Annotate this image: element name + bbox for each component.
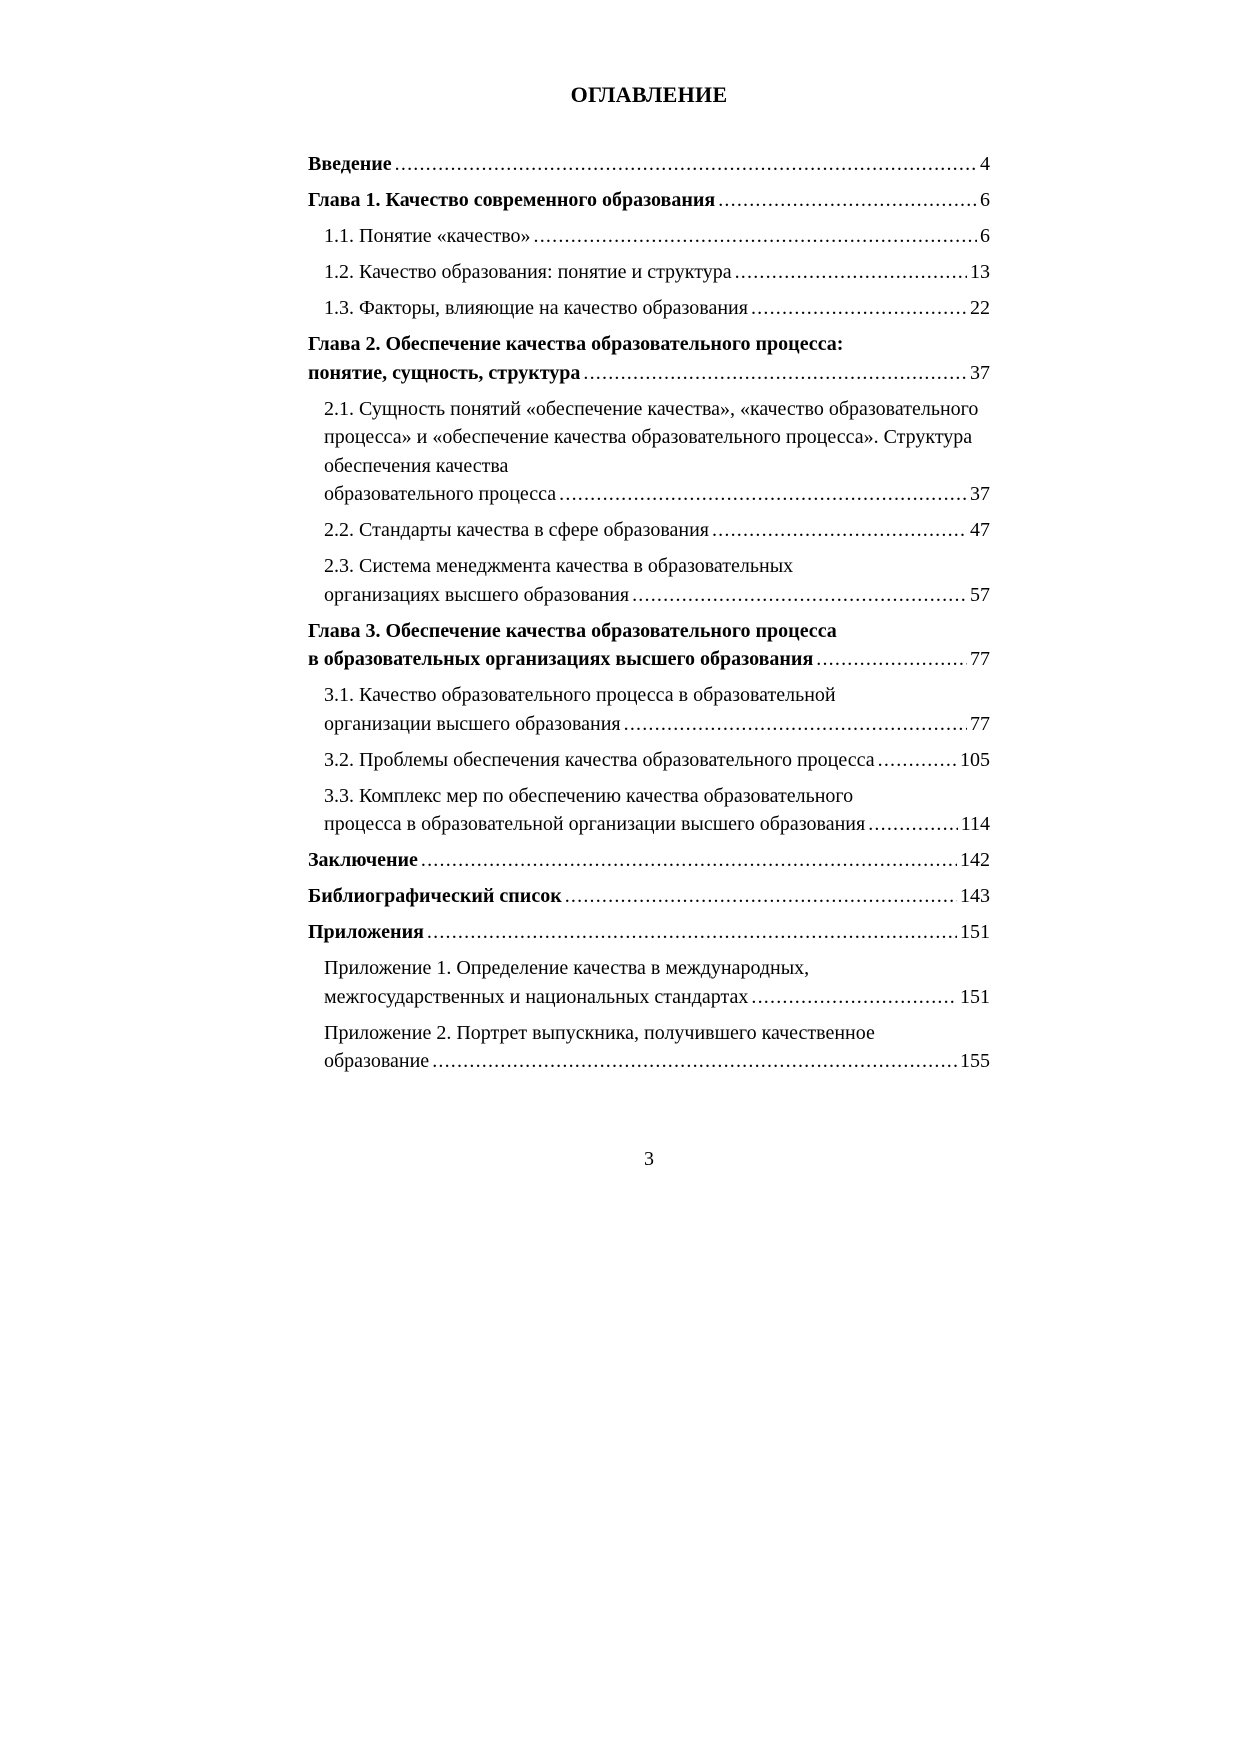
toc-entry-title: организациях высшего образования <box>324 583 630 606</box>
toc-entry-page: 151 <box>960 985 990 1008</box>
toc-dot-leader <box>583 359 967 388</box>
toc-entry-row <box>324 710 990 739</box>
toc-entry-lead-text: 2.1. Сущность понятий «обеспечение качества», «качество образовательного процесса» и «обеспечение качества образовательного процесса». Структура обеспечения качества <box>324 397 979 477</box>
toc-entry[interactable] <box>308 330 990 387</box>
toc-entry[interactable] <box>308 1019 990 1076</box>
toc-dot-leader <box>632 581 967 610</box>
toc-entry[interactable] <box>308 222 990 251</box>
toc-entry-row <box>324 294 990 323</box>
toc-entry-title: Глава 1. Качество современного образования <box>308 189 716 211</box>
toc-dot-leader <box>421 846 957 875</box>
toc-entry-lead-text: Приложение 1. Определение качества в международных, <box>324 957 810 979</box>
toc-entry[interactable] <box>308 294 990 323</box>
toc-entry-title: процесса в образовательной организации высшего образования <box>324 813 866 835</box>
toc-entry-title: организации высшего образования <box>324 712 621 735</box>
toc-entry[interactable] <box>308 186 990 215</box>
toc-entry-row <box>308 150 990 179</box>
toc-entry-page: 13 <box>970 261 990 283</box>
toc-entry[interactable] <box>308 681 990 738</box>
toc-entry-page: 77 <box>970 712 990 735</box>
toc-entry-page: 6 <box>980 225 990 247</box>
toc-entry[interactable] <box>308 516 990 545</box>
toc-dot-leader <box>559 480 967 509</box>
toc-entry-page: 155 <box>960 1050 990 1072</box>
toc-entry-page: 142 <box>960 849 990 871</box>
toc-dot-leader <box>427 918 957 947</box>
toc-entry-lead-text: Глава 3. Обеспечение качества образовательного процесса <box>308 619 837 642</box>
page-title: ОГЛАВЛЕНИЕ <box>570 82 728 107</box>
toc-entry-page: 6 <box>980 189 990 211</box>
toc-dot-leader <box>432 1047 957 1076</box>
toc-dot-leader <box>735 258 967 287</box>
toc-entry-lead-text: 2.3. Система менеджмента качества в образовательных <box>324 555 794 577</box>
toc-entry[interactable] <box>308 746 990 775</box>
toc-entry-row <box>324 810 990 839</box>
toc-entry-title: понятие, сущность, структура <box>308 361 581 384</box>
toc-entry-page: 22 <box>970 297 990 319</box>
toc-entry-page: 105 <box>960 748 990 771</box>
toc-entry-page: 143 <box>960 885 990 907</box>
toc-dot-leader <box>395 150 977 179</box>
toc-entry-page: 37 <box>970 361 990 384</box>
toc-entry[interactable] <box>308 258 990 287</box>
toc-dot-leader <box>868 810 958 839</box>
toc-entry-title: 3.2. Проблемы обеспечения качества образовательного процесса <box>324 748 875 771</box>
toc-entry-title: 1.2. Качество образования: понятие и структура <box>324 261 732 283</box>
toc-entry-row <box>308 359 990 388</box>
toc-dot-leader <box>712 516 967 545</box>
toc-entry[interactable] <box>308 882 990 911</box>
toc-entry-lead-text: Глава 2. Обеспечение качества образовательного процесса: <box>308 333 844 355</box>
toc-entry-page: 151 <box>960 921 990 943</box>
toc-entry-row <box>308 882 990 911</box>
toc-entry-row <box>324 581 990 610</box>
toc-entry[interactable] <box>308 617 990 674</box>
toc-entry[interactable] <box>308 918 990 947</box>
toc-entry-title: межгосударственных и национальных стандартах <box>324 985 749 1008</box>
table-of-contents <box>308 150 990 1083</box>
toc-entry-row <box>324 983 990 1012</box>
toc-entry[interactable] <box>308 782 990 839</box>
toc-dot-leader <box>751 983 957 1012</box>
toc-entry-title: Заключение <box>308 849 418 871</box>
toc-entry-title: Библиографический список <box>308 885 562 907</box>
toc-entry-row <box>308 645 990 674</box>
toc-entry[interactable] <box>308 150 990 179</box>
toc-entry-title: 1.1. Понятие «качество» <box>324 225 531 247</box>
toc-entry-row <box>324 222 990 251</box>
toc-entry[interactable] <box>308 395 990 509</box>
toc-entry-row <box>324 1047 990 1076</box>
toc-dot-leader <box>878 746 957 775</box>
toc-entry-row <box>324 480 990 509</box>
toc-entry-row <box>324 516 990 545</box>
toc-entry-page: 47 <box>970 519 990 541</box>
toc-entry-title: 1.3. Факторы, влияющие на качество образования <box>324 297 748 319</box>
toc-entry-row <box>324 258 990 287</box>
toc-entry-title: образование <box>324 1050 430 1072</box>
toc-entry-page: 57 <box>970 583 990 606</box>
toc-entry-page: 77 <box>970 648 990 670</box>
toc-entry-row <box>324 746 990 775</box>
toc-entry-page: 37 <box>970 483 990 505</box>
toc-entry-title: Приложения <box>308 921 424 943</box>
toc-entry-title: 2.2. Стандарты качества в сфере образования <box>324 519 709 541</box>
page-number: 3 <box>644 1148 654 1170</box>
toc-entry-lead-text: 3.1. Качество образовательного процесса в образовательной <box>324 684 836 706</box>
toc-entry-lead-text: Приложение 2. Портрет выпускника, получившего качественное <box>324 1021 875 1044</box>
toc-dot-leader <box>751 294 967 323</box>
toc-entry[interactable] <box>308 954 990 1011</box>
toc-entry-page: 114 <box>960 813 990 835</box>
toc-dot-leader <box>624 710 967 739</box>
toc-entry-title: Введение <box>308 153 392 175</box>
toc-entry[interactable] <box>308 552 990 609</box>
toc-entry[interactable] <box>308 846 990 875</box>
toc-entry-title: образовательного процесса <box>324 483 557 505</box>
toc-entry-lead-text: 3.3. Комплекс мер по обеспечению качества образовательного <box>324 784 854 807</box>
toc-dot-leader <box>718 186 977 215</box>
toc-dot-leader <box>534 222 977 251</box>
toc-entry-page: 4 <box>980 153 990 175</box>
toc-dot-leader <box>816 645 967 674</box>
toc-dot-leader <box>565 882 957 911</box>
toc-entry-row <box>308 186 990 215</box>
toc-entry-title: в образовательных организациях высшего образования <box>308 648 814 670</box>
toc-entry-row <box>308 846 990 875</box>
toc-entry-row <box>308 918 990 947</box>
